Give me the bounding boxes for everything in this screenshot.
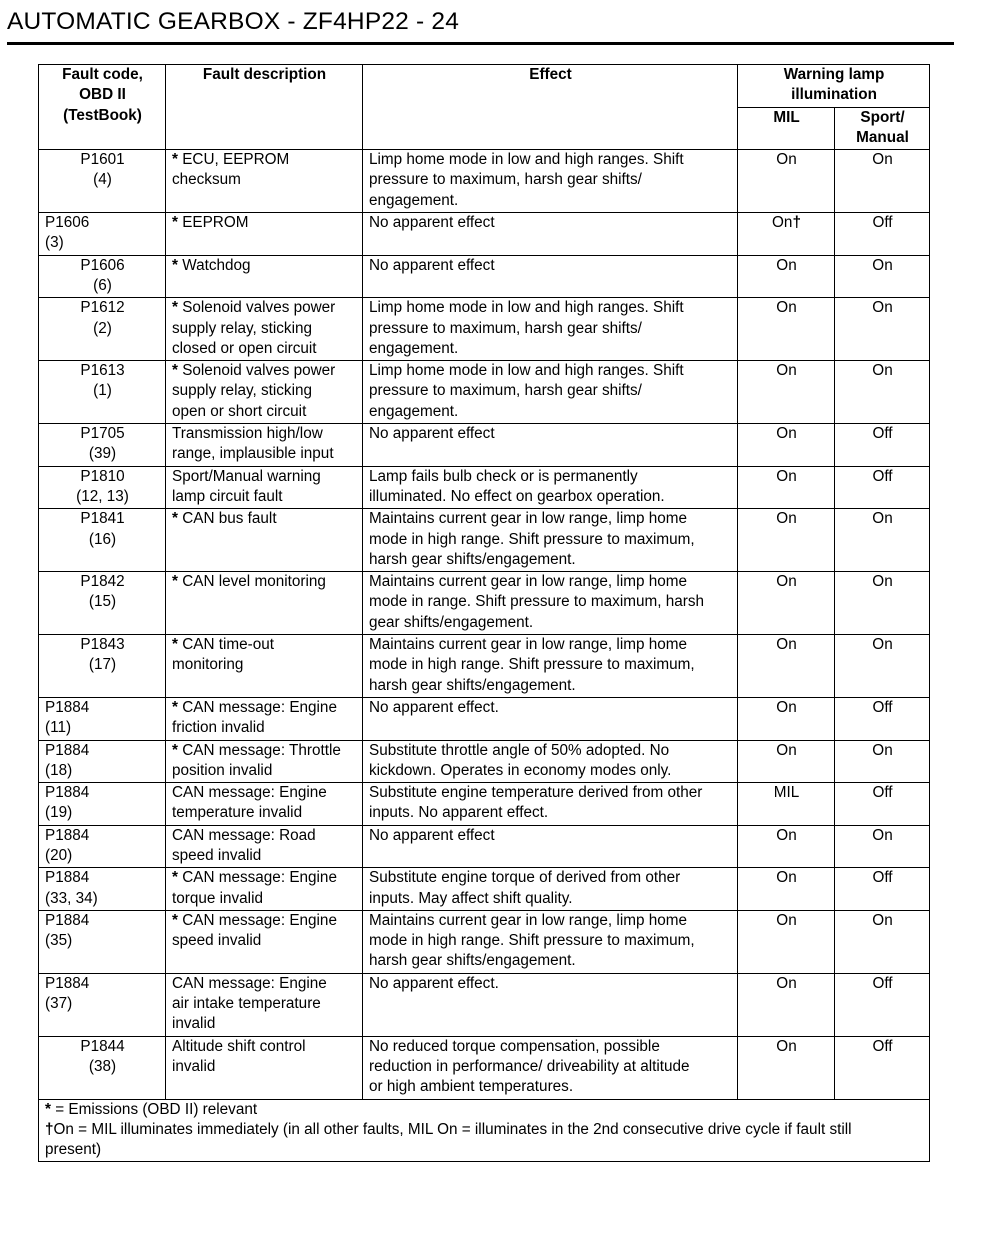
- effect-cell: [363, 255, 738, 298]
- effect-line: No apparent effect: [369, 256, 495, 274]
- sport-manual-cell: Off: [835, 783, 930, 826]
- header-fault-description: Fault description: [166, 65, 363, 150]
- description-line: checksum: [172, 171, 241, 189]
- fault-code-cell: [39, 635, 166, 698]
- effect-line: Lamp fails bulb check or is permanently: [369, 467, 638, 485]
- fault-code: P1884: [45, 784, 90, 802]
- fault-code: P1884: [45, 741, 90, 759]
- effect-line: Limp home mode in low and high ranges. Shift: [369, 362, 684, 380]
- sport-manual-cell: On: [835, 910, 930, 973]
- fault-code-cell: [39, 697, 166, 740]
- emissions-marker: *: [172, 362, 178, 380]
- description-line: friction invalid: [172, 719, 265, 737]
- table-row: [39, 868, 930, 911]
- emissions-marker: *: [172, 869, 178, 887]
- mil-cell: On: [738, 868, 835, 911]
- fault-description-cell: [166, 825, 363, 868]
- table-row: [39, 783, 930, 826]
- sport-manual-cell: Off: [835, 1036, 930, 1099]
- effect-line: engagement.: [369, 339, 459, 357]
- emissions-marker: *: [172, 911, 178, 929]
- effect-line: Substitute engine temperature derived from other: [369, 784, 703, 802]
- mil-cell: On: [738, 150, 835, 213]
- fault-code: P1884: [45, 826, 90, 844]
- emissions-marker: *: [172, 299, 178, 317]
- table-row: [39, 361, 930, 424]
- fault-description-cell: [166, 1036, 363, 1099]
- fault-description-cell: [166, 868, 363, 911]
- fault-code-cell: [39, 466, 166, 509]
- sport-manual-cell: On: [835, 150, 930, 213]
- fault-code-cell: [39, 740, 166, 783]
- description-line: CAN message: Engine: [172, 974, 327, 992]
- effect-cell: [363, 825, 738, 868]
- description-line: torque invalid: [172, 889, 263, 907]
- fault-code: P1842: [80, 573, 125, 591]
- fault-code-cell: [39, 825, 166, 868]
- fault-description-cell: [166, 635, 363, 698]
- table-row: [39, 973, 930, 1036]
- page-title: AUTOMATIC GEARBOX - ZF4HP22 - 24: [7, 8, 460, 35]
- fault-code-cell: [39, 255, 166, 298]
- fault-code: P1705: [80, 425, 125, 443]
- fault-code-cell: [39, 910, 166, 973]
- description-line: * Watchdog: [172, 256, 251, 274]
- effect-line: pressure to maximum, harsh gear shifts/: [369, 382, 642, 400]
- sport-manual-cell: On: [835, 740, 930, 783]
- fault-description-cell: [166, 298, 363, 361]
- fault-code-cell: [39, 298, 166, 361]
- sport-manual-cell: On: [835, 635, 930, 698]
- fault-code: P1884: [45, 911, 90, 929]
- description-line: * CAN level monitoring: [172, 573, 326, 591]
- fault-number: (35): [45, 932, 73, 950]
- emissions-marker: *: [172, 151, 178, 169]
- description-line: * CAN message: Engine: [172, 698, 337, 716]
- fault-code: P1612: [80, 299, 125, 317]
- mil-cell: On: [738, 635, 835, 698]
- effect-line: Substitute throttle angle of 50% adopted. No: [369, 741, 670, 759]
- effect-line: No apparent effect: [369, 826, 495, 844]
- emissions-marker: *: [172, 573, 178, 591]
- effect-line: harsh gear shifts/engagement.: [369, 676, 576, 694]
- effect-line: No apparent effect: [369, 425, 495, 443]
- description-line: * Solenoid valves power: [172, 299, 336, 317]
- description-line: closed or open circuit: [172, 339, 317, 357]
- effect-cell: [363, 740, 738, 783]
- sport-manual-cell: Off: [835, 213, 930, 256]
- table-row: [39, 466, 930, 509]
- effect-line: reduction in performance/ driveability at altitude: [369, 1057, 690, 1075]
- fault-number: (15): [88, 593, 117, 611]
- sport-manual-cell: On: [835, 361, 930, 424]
- description-line: * CAN message: Engine: [172, 869, 337, 887]
- footnote-dagger: †On = MIL illuminates immediately (in all other faults, MIL On = illuminates in the 2nd consecutive drive cycle if fault still: [45, 1120, 852, 1138]
- description-line: supply relay, sticking: [172, 319, 312, 337]
- effect-cell: [363, 213, 738, 256]
- sport-manual-cell: On: [835, 825, 930, 868]
- effect-line: harsh gear shifts/engagement.: [369, 550, 576, 568]
- effect-line: engagement.: [369, 402, 459, 420]
- fault-code: P1841: [80, 510, 125, 528]
- fault-code: P1606: [80, 256, 125, 274]
- fault-code: P1613: [80, 362, 125, 380]
- effect-line: No apparent effect: [369, 214, 495, 232]
- effect-line: Maintains current gear in low range, limp home: [369, 510, 687, 528]
- fault-description-cell: [166, 150, 363, 213]
- fault-number: (6): [93, 276, 112, 294]
- fault-code-cell: [39, 868, 166, 911]
- fault-description-cell: [166, 973, 363, 1036]
- description-line: * Solenoid valves power: [172, 362, 336, 380]
- description-line: temperature invalid: [172, 804, 303, 822]
- fault-description-cell: [166, 361, 363, 424]
- description-line: * ECU, EEPROM: [172, 151, 290, 169]
- description-line: * EEPROM: [172, 214, 249, 232]
- table-row: [39, 255, 930, 298]
- fault-code: P1884: [45, 698, 90, 716]
- sport-manual-cell: On: [835, 255, 930, 298]
- description-line: range, implausible input: [172, 445, 334, 463]
- fault-number: (38): [88, 1057, 117, 1075]
- header-warning-lamp: Warning lamp illumination: [738, 65, 930, 108]
- fault-number: (19): [45, 804, 73, 822]
- fault-code: P1884: [45, 974, 90, 992]
- effect-line: pressure to maximum, harsh gear shifts/: [369, 171, 642, 189]
- description-line: speed invalid: [172, 846, 262, 864]
- fault-code: P1606: [45, 214, 90, 232]
- fault-code-cell: [39, 1036, 166, 1099]
- effect-line: No apparent effect.: [369, 974, 499, 992]
- effect-cell: [363, 783, 738, 826]
- fault-description-cell: [166, 424, 363, 467]
- emissions-marker: *: [172, 698, 178, 716]
- fault-number: (11): [45, 719, 72, 737]
- description-line: * CAN time-out: [172, 636, 275, 654]
- mil-cell: On: [738, 509, 835, 572]
- fault-code: P1810: [80, 467, 125, 485]
- effect-line: Maintains current gear in low range, limp home: [369, 636, 687, 654]
- fault-code: P1843: [80, 636, 125, 654]
- fault-number: (37): [45, 995, 73, 1013]
- table-row: [39, 509, 930, 572]
- description-line: CAN message: Engine: [172, 784, 327, 802]
- sport-manual-cell: On: [835, 509, 930, 572]
- effect-cell: [363, 973, 738, 1036]
- fault-description-cell: [166, 910, 363, 973]
- effect-cell: [363, 361, 738, 424]
- fault-code-cell: [39, 213, 166, 256]
- fault-number: (4): [93, 171, 112, 189]
- effect-line: mode in high range. Shift pressure to maximum,: [369, 656, 695, 674]
- effect-line: gear shifts/engagement.: [369, 613, 534, 631]
- description-line: invalid: [172, 1057, 216, 1075]
- effect-line: Limp home mode in low and high ranges. Shift: [369, 299, 684, 317]
- effect-line: engagement.: [369, 191, 459, 209]
- effect-line: kickdown. Operates in economy modes only.: [369, 761, 672, 779]
- mil-cell: On: [738, 361, 835, 424]
- effect-cell: [363, 150, 738, 213]
- mil-cell: On: [738, 825, 835, 868]
- effect-line: or high ambient temperatures.: [369, 1078, 574, 1096]
- effect-line: Limp home mode in low and high ranges. Shift: [369, 151, 684, 169]
- effect-cell: [363, 697, 738, 740]
- effect-cell: [363, 868, 738, 911]
- fault-number: (16): [88, 530, 117, 548]
- fault-code-cell: [39, 783, 166, 826]
- effect-line: mode in range. Shift pressure to maximum, harsh: [369, 593, 704, 611]
- fault-code-cell: [39, 361, 166, 424]
- emissions-marker: *: [172, 256, 178, 274]
- effect-cell: [363, 910, 738, 973]
- description-line: monitoring: [172, 656, 244, 674]
- effect-line: Maintains current gear in low range, limp home: [369, 573, 687, 591]
- mil-cell: On†: [738, 213, 835, 256]
- sport-manual-cell: On: [835, 298, 930, 361]
- description-line: open or short circuit: [172, 402, 307, 420]
- fault-description-cell: [166, 740, 363, 783]
- sport-manual-cell: Off: [835, 466, 930, 509]
- fault-number: (12, 13): [76, 487, 129, 505]
- fault-number: (20): [45, 846, 73, 864]
- fault-code: P1884: [45, 869, 90, 887]
- description-line: Transmission high/low: [172, 425, 323, 443]
- header-sport-manual: Sport/ Manual: [835, 107, 930, 150]
- sport-manual-cell: On: [835, 572, 930, 635]
- mil-cell: On: [738, 298, 835, 361]
- fault-description-cell: [166, 783, 363, 826]
- fault-description-cell: [166, 213, 363, 256]
- table-row: [39, 740, 930, 783]
- fault-number: (3): [45, 234, 64, 252]
- effect-line: pressure to maximum, harsh gear shifts/: [369, 319, 642, 337]
- table-row: [39, 424, 930, 467]
- effect-line: No reduced torque compensation, possible: [369, 1037, 660, 1055]
- fault-number: (18): [45, 761, 73, 779]
- fault-code-cell: [39, 572, 166, 635]
- effect-cell: [363, 509, 738, 572]
- header-effect: Effect: [363, 65, 738, 150]
- fault-description-cell: [166, 509, 363, 572]
- effect-line: Maintains current gear in low range, limp home: [369, 911, 687, 929]
- description-line: lamp circuit fault: [172, 487, 283, 505]
- effect-cell: [363, 635, 738, 698]
- sport-manual-cell: Off: [835, 868, 930, 911]
- footnotes: [39, 1099, 930, 1162]
- table-row: [39, 635, 930, 698]
- mil-cell: On: [738, 697, 835, 740]
- description-line: Sport/Manual warning: [172, 467, 321, 485]
- fault-code: P1601: [80, 151, 125, 169]
- fault-number: (17): [88, 656, 117, 674]
- mil-cell: On: [738, 572, 835, 635]
- mil-cell: On: [738, 255, 835, 298]
- fault-code: P1844: [80, 1037, 125, 1055]
- fault-number: (33, 34): [45, 889, 98, 907]
- description-line: * CAN message: Engine: [172, 911, 337, 929]
- description-line: supply relay, sticking: [172, 382, 312, 400]
- effect-line: No apparent effect.: [369, 698, 499, 716]
- fault-description-cell: [166, 466, 363, 509]
- effect-cell: [363, 1036, 738, 1099]
- effect-line: mode in high range. Shift pressure to maximum,: [369, 530, 695, 548]
- table-row: [39, 572, 930, 635]
- effect-cell: [363, 466, 738, 509]
- table-row: [39, 213, 930, 256]
- effect-line: harsh gear shifts/engagement.: [369, 952, 576, 970]
- sport-manual-cell: Off: [835, 424, 930, 467]
- footnote-emissions: * = Emissions (OBD II) relevant: [45, 1100, 258, 1118]
- effect-line: inputs. No apparent effect.: [369, 804, 549, 822]
- table-row: [39, 1036, 930, 1099]
- header-fault-code: Fault code, OBD II (TestBook): [39, 65, 166, 150]
- description-line: * CAN bus fault: [172, 510, 277, 528]
- effect-line: Substitute engine torque of derived from other: [369, 869, 681, 887]
- emissions-marker: *: [172, 510, 178, 528]
- sport-manual-cell: Off: [835, 973, 930, 1036]
- mil-cell: On: [738, 466, 835, 509]
- description-line: air intake temperature: [172, 995, 321, 1013]
- effect-cell: [363, 298, 738, 361]
- effect-line: inputs. May affect shift quality.: [369, 889, 573, 907]
- mil-cell: MIL: [738, 783, 835, 826]
- table-header: [39, 65, 930, 150]
- description-line: CAN message: Road: [172, 826, 316, 844]
- fault-code-cell: [39, 509, 166, 572]
- footnote-dagger-continued: present): [45, 1141, 102, 1159]
- fault-number: (39): [88, 445, 117, 463]
- emissions-marker: *: [172, 214, 178, 232]
- fault-code-cell: [39, 424, 166, 467]
- fault-code-table: [38, 64, 930, 1162]
- mil-cell: On: [738, 973, 835, 1036]
- description-line: invalid: [172, 1015, 216, 1033]
- title-rule: [7, 42, 954, 45]
- table-row: [39, 697, 930, 740]
- fault-code-cell: [39, 150, 166, 213]
- effect-cell: [363, 424, 738, 467]
- fault-description-cell: [166, 255, 363, 298]
- mil-cell: On: [738, 910, 835, 973]
- mil-cell: On: [738, 1036, 835, 1099]
- description-line: * CAN message: Throttle: [172, 741, 341, 759]
- description-line: speed invalid: [172, 932, 262, 950]
- mil-cell: On: [738, 424, 835, 467]
- table-row: [39, 910, 930, 973]
- mil-cell: On: [738, 740, 835, 783]
- fault-description-cell: [166, 697, 363, 740]
- emissions-marker: *: [172, 636, 178, 654]
- fault-rows: [39, 150, 930, 1099]
- fault-number: (1): [93, 382, 112, 400]
- sport-manual-cell: Off: [835, 697, 930, 740]
- fault-number: (2): [93, 319, 112, 337]
- description-line: Altitude shift control: [172, 1037, 306, 1055]
- effect-line: illuminated. No effect on gearbox operation.: [369, 487, 665, 505]
- fault-description-cell: [166, 572, 363, 635]
- fault-code-cell: [39, 973, 166, 1036]
- effect-cell: [363, 572, 738, 635]
- effect-line: mode in high range. Shift pressure to maximum,: [369, 932, 695, 950]
- emissions-marker: *: [172, 741, 178, 759]
- table-row: [39, 825, 930, 868]
- header-mil: MIL: [738, 107, 835, 150]
- description-line: position invalid: [172, 761, 273, 779]
- table-row: [39, 150, 930, 213]
- table-row: [39, 298, 930, 361]
